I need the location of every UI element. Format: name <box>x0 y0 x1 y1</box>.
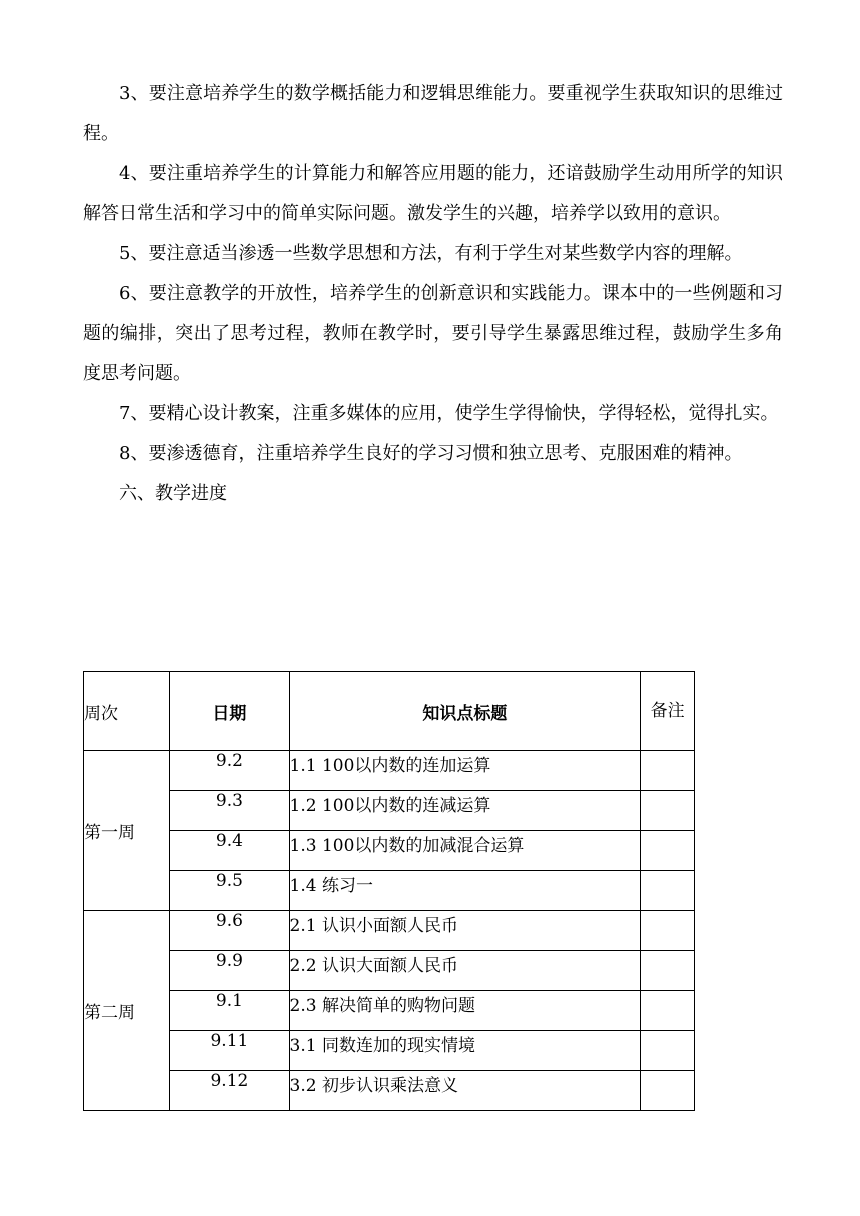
paragraph-item-8: 8、要渗透德育，注重培养学生良好的学习习惯和独立思考、克服困难的精神。 <box>119 443 743 464</box>
topic-cell: 2.3 解决简单的购物问题 <box>289 991 641 1031</box>
table-row <box>84 831 695 871</box>
table-row <box>84 1031 695 1071</box>
paragraph-item-6: 6、要注意教学的开放性，培养学生的创新意识和实践能力。课本中的一些例题和习题的编排，突出了思考过程，教师在教学时，要引导学生暴露思维过程，鼓励学生多角度思考问题。 <box>83 283 783 384</box>
paragraph-item-5: 5、要注意适当渗透一些数学思想和方法，有利于学生对某些数学内容的理解。 <box>119 243 743 264</box>
paragraph-item-4: 4、要注重培养学生的计算能力和解答应用题的能力，还谙鼓励学生动用所学的知识解答日常生活和学习中的简单实际问题。激发学生的兴趣，培养学以致用的意识。 <box>83 163 783 224</box>
document-body <box>83 74 783 514</box>
date-cell: 9.9 <box>170 951 289 991</box>
week-label: 第二周 <box>84 911 170 1111</box>
table-row <box>84 791 695 831</box>
topic-cell: 2.2 认识大面额人民币 <box>289 951 641 991</box>
table-row <box>84 911 695 951</box>
date-cell: 9.12 <box>170 1071 289 1111</box>
date-cell: 9.2 <box>170 751 289 791</box>
date-cell: 9.11 <box>170 1031 289 1071</box>
header-week: 周次 <box>84 672 170 751</box>
date-cell: 9.6 <box>170 911 289 951</box>
topic-cell: 3.1 同数连加的现实情境 <box>289 1031 641 1071</box>
table-header-row <box>84 672 695 751</box>
topic-cell: 2.1 认识小面额人民币 <box>289 911 641 951</box>
note-cell <box>641 1071 695 1111</box>
note-cell <box>641 951 695 991</box>
paragraph-item-7: 7、要精心设计教案，注重多媒体的应用，使学生学得愉快，学得轻松，觉得扎实。 <box>119 403 779 424</box>
topic-cell: 1.4 练习一 <box>289 871 641 911</box>
week-label: 第一周 <box>84 751 170 911</box>
table-row <box>84 991 695 1031</box>
topic-cell: 1.2 100以内数的连减运算 <box>289 791 641 831</box>
note-cell <box>641 831 695 871</box>
note-cell <box>641 1031 695 1071</box>
section-heading-schedule: 六、教学进度 <box>119 483 227 504</box>
table-row <box>84 871 695 911</box>
table-row <box>84 1071 695 1111</box>
table-row <box>84 751 695 791</box>
note-cell <box>641 871 695 911</box>
topic-cell: 1.3 100以内数的加减混合运算 <box>289 831 641 871</box>
header-topic: 知识点标题 <box>289 672 641 751</box>
topic-cell: 1.1 100以内数的连加运算 <box>289 751 641 791</box>
note-cell <box>641 791 695 831</box>
header-note: 备注 <box>641 672 695 751</box>
note-cell <box>641 751 695 791</box>
topic-cell: 3.2 初步认识乘法意义 <box>289 1071 641 1111</box>
note-cell <box>641 991 695 1031</box>
table-row <box>84 951 695 991</box>
schedule-table <box>83 671 695 1111</box>
date-cell: 9.4 <box>170 831 289 871</box>
date-cell: 9.1 <box>170 991 289 1031</box>
date-cell: 9.3 <box>170 791 289 831</box>
paragraph-item-3: 3、要注意培养学生的数学概括能力和逻辑思维能力。要重视学生获取知识的思维过程。 <box>83 83 783 144</box>
note-cell <box>641 911 695 951</box>
header-date: 日期 <box>170 672 289 751</box>
date-cell: 9.5 <box>170 871 289 911</box>
